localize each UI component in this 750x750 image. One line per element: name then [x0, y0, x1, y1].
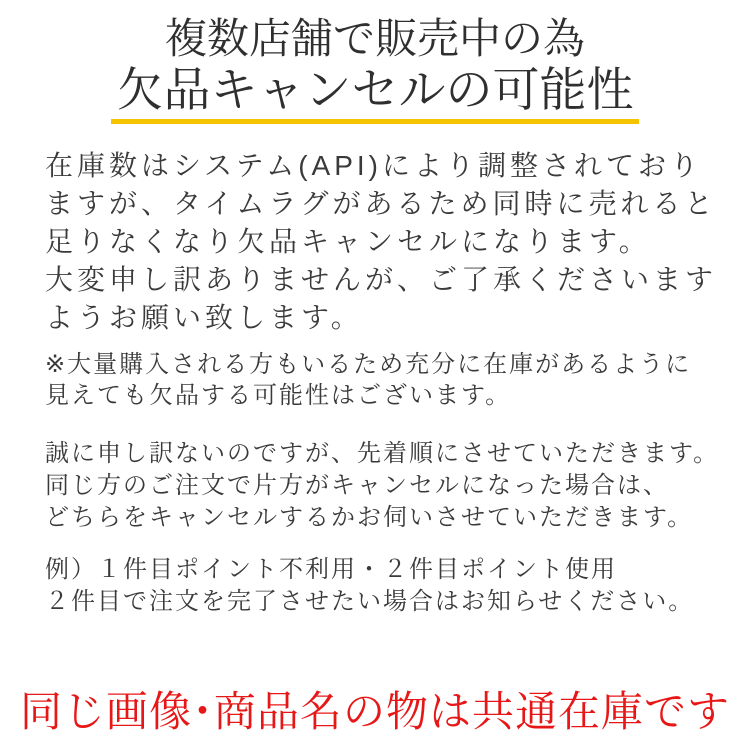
title-line-1: 複数店舗で販売中の為	[164, 15, 585, 62]
text-line: 足りなくなり欠品キャンセルになります。	[45, 226, 651, 257]
shared-stock-warning-text: 同じ画像･商品名の物は共通在庫です	[19, 688, 730, 735]
text-line: 見えても欠品する可能性はございます。	[45, 382, 512, 409]
title-underline	[111, 119, 639, 124]
example-paragraph	[45, 554, 730, 618]
stock-adjustment-paragraph	[45, 147, 730, 337]
text-line: ますが、タイムラグがあるため同時に売れると	[45, 188, 717, 219]
text-line: どちらをキャンセルするかお伺いさせていただきます。	[45, 504, 694, 531]
text-line: 在庫数はシステム(API)により調整されており	[45, 150, 702, 181]
text-line: ようお願い致します。	[45, 302, 363, 333]
text-line: 例）１件目ポイント不利用・２件目ポイント使用	[45, 556, 617, 583]
first-come-first-served-paragraph	[45, 438, 730, 534]
title-line-2: 欠品キャンセルの可能性	[116, 63, 634, 116]
text-line: 大変申し訳ありませんが、ご了承くださいます	[45, 264, 718, 295]
notice-title	[0, 14, 750, 124]
text-line: ２件目で注文を完了させたい場合はお知らせください。	[45, 588, 695, 615]
text-line: 誠に申し訳ないのですが、先着順にさせていただきます。	[45, 440, 720, 467]
text-line: 同じ方のご注文で片方がキャンセルになった場合は、	[45, 472, 669, 499]
bulk-purchase-caution-paragraph	[45, 349, 730, 411]
text-line: ※大量購入される方もいるため充分に在庫があるように	[45, 351, 692, 378]
